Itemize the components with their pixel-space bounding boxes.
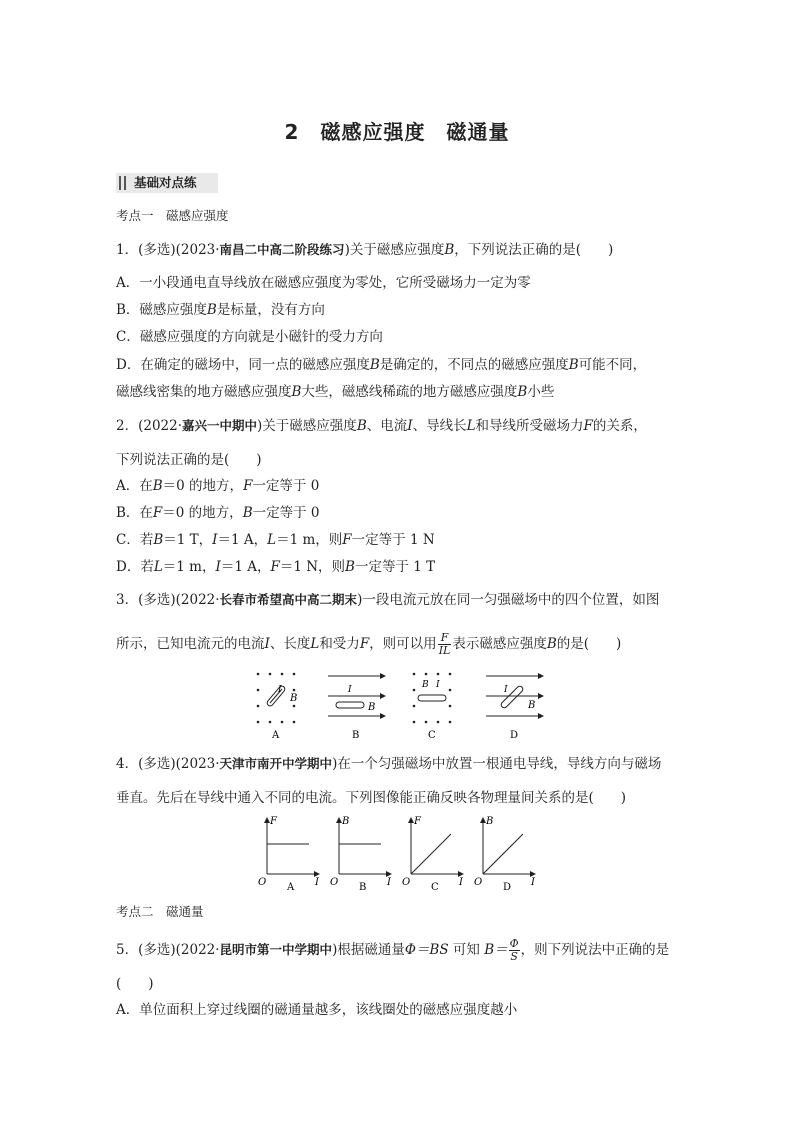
y-axis-label: B: [486, 816, 494, 827]
figure-3-panel-b: [328, 673, 386, 740]
svg-text:I: I: [504, 685, 508, 695]
fraction-f-over-il: $\frac{F}{IL}$: [438, 631, 451, 657]
question-3-figure: [250, 668, 550, 740]
graph-c: [402, 816, 464, 893]
origin-label: O: [402, 877, 411, 888]
graph-label: C: [431, 882, 439, 893]
question-4-graphs: [255, 812, 545, 896]
question-2-option-b: B．在F＝0 的地方，B一定等于 0: [116, 505, 320, 521]
svg-text:I: I: [436, 680, 440, 690]
question-5-stem: 5．(多选)(2022·昆明市第一中学期中)根据磁通量Φ＝BS 可知 B＝ $\frac{\Phi}{S}$ ，则下列说法中正确的是: [116, 937, 670, 963]
x-axis-label: I: [315, 877, 319, 888]
y-axis-label: F: [270, 816, 277, 827]
question-2-option-d: D．若L＝1 m，I＝1 A，F＝1 N，则B一定等于 1 T: [116, 559, 436, 575]
svg-text:I: I: [348, 685, 352, 695]
graph-b: [330, 816, 392, 893]
figure-3-panel-c: [413, 673, 452, 740]
svg-text:B: B: [352, 730, 360, 740]
question-2-stem: 2．(2022·嘉兴一中期中)关于磁感应强度B、电流I、导线长L和导线所受磁场力F的关系，: [116, 418, 647, 434]
kaodian-heading-1: 考点一 磁感应强度: [116, 208, 229, 223]
graph-label: B: [359, 882, 367, 893]
x-axis-label: I: [387, 877, 391, 888]
origin-label: O: [474, 877, 483, 888]
x-axis-label: I: [531, 877, 535, 888]
figure-3-panel-a: [257, 673, 298, 740]
y-axis-label: F: [414, 816, 421, 827]
graph-d: [474, 816, 536, 893]
svg-text:B: B: [422, 680, 429, 690]
section-tag: [116, 173, 218, 193]
question-1-option-d-cont: 磁感线密集的地方磁感应强度B大些，磁感线稀疏的地方磁感应强度B小些: [116, 384, 555, 400]
graph-a: [258, 816, 320, 893]
question-3-stem-cont: 所示，已知电流元的电流I、长度L和受力F，则可以用 $\frac{F}{IL}$ 表示磁感应强度B的是( ): [116, 631, 622, 657]
question-1-option-d: D．在确定的磁场中，同一点的磁感应强度B是确定的，不同点的磁感应强度B可能不同，: [116, 357, 647, 373]
svg-text:C: C: [428, 730, 436, 740]
y-axis-label: B: [342, 816, 350, 827]
svg-text:I: I: [278, 685, 282, 695]
origin-label: O: [330, 877, 339, 888]
question-5-stem-cont: ( ): [116, 976, 154, 992]
question-1-option-b: B．磁感应强度B是标量，没有方向: [116, 302, 325, 318]
x-axis-label: I: [459, 877, 463, 888]
graph-line: [483, 834, 523, 874]
bars-icon: [119, 176, 128, 190]
section-tag-label: 基础对点练: [134, 175, 197, 190]
question-4-stem: 4．(多选)(2023·天津市南开中学期中)在一个匀强磁场中放置一根通电导线，导线方向与磁场: [116, 756, 662, 772]
question-5-option-a: A．单位面积上穿过线圈的磁通量越多，该线圈处的磁感应强度越小: [116, 1002, 518, 1018]
question-1-stem: 1．(多选)(2023·南昌二中高二阶段练习)关于磁感应强度B，下列说法正确的是( ): [116, 242, 614, 258]
question-4-stem-cont: 垂直。先后在导线中通入不同的电流。下列图像能正确反映各物理量间关系的是( ): [116, 790, 627, 806]
page-title: 2 磁感应强度 磁通量: [284, 120, 510, 144]
question-1-option-a: A．一小段通电直导线放在磁感应强度为零处，它所受磁场力一定为零: [116, 275, 531, 291]
question-2-stem-cont: 下列说法正确的是( ): [116, 452, 262, 468]
graph-label: A: [287, 882, 295, 893]
question-3-stem: 3．(多选)(2022·长春市希望高中高二期末)一段电流元放在同一匀强磁场中的四个位置，如图: [116, 592, 660, 608]
figure-3-panel-d: [486, 673, 544, 740]
svg-text:B: B: [368, 702, 376, 713]
svg-text:A: A: [272, 730, 280, 740]
svg-text:D: D: [510, 730, 519, 740]
graph-line: [411, 834, 451, 874]
graph-label: D: [503, 882, 512, 893]
question-1-option-c: C．磁感应强度的方向就是小磁针的受力方向: [116, 329, 383, 345]
question-2-option-c: C．若B＝1 T，I＝1 A，L＝1 m，则F一定等于 1 N: [116, 532, 435, 548]
kaodian-heading-2: 考点二 磁通量: [116, 904, 204, 919]
question-2-option-a: A．在B＝0 的地方，F一定等于 0: [116, 478, 320, 494]
fraction-phi-over-s: $\frac{\Phi}{S}$: [509, 937, 519, 963]
graphs-group: [258, 816, 536, 893]
svg-text:B: B: [528, 700, 536, 711]
origin-label: O: [258, 877, 267, 888]
svg-text:B: B: [290, 693, 298, 704]
